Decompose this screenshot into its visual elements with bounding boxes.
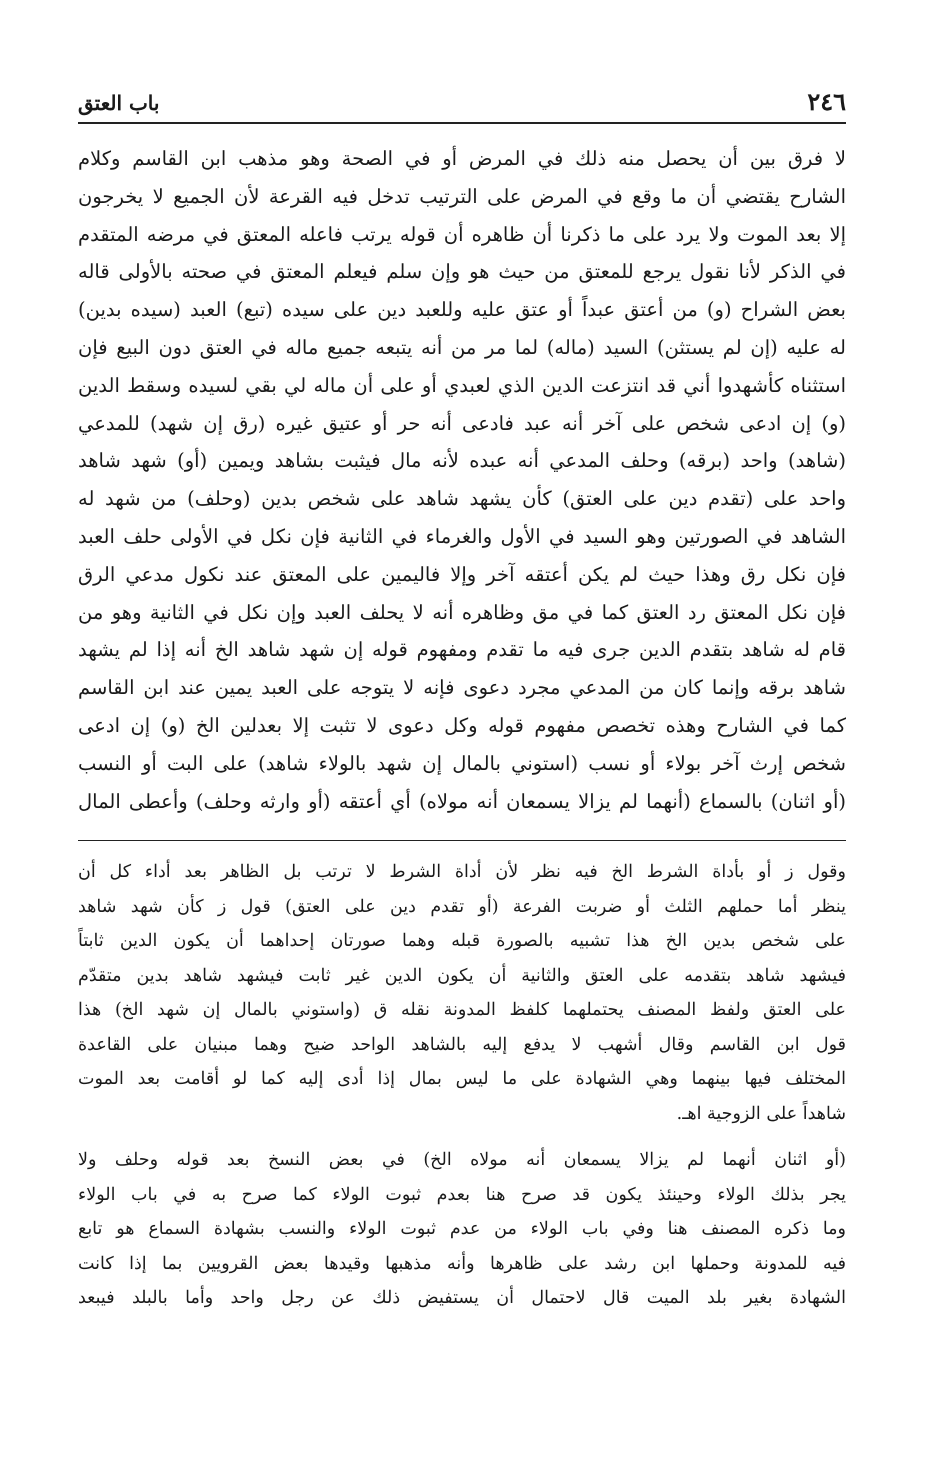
footnote-line: ينظر أما حملهم الثلث أو ضربت الفرعة (أو تقدم دين على العتق) قول ز كأن شهد شاهد (78, 896, 846, 917)
main-line: بعض الشراح (و) من أعتق عبداً أو عتق عليه وللعبد دين على سيده (تبع) العبد (سيده بدين) (78, 298, 846, 322)
main-line: (شاهد) واحد (برقه) وحلف المدعي أنه عبده لأنه مال فيثبت بشاهد ويمين (أو) شهد شاهد (78, 449, 846, 473)
main-line: شخص إرث آخر بولاء أو نسب (استوني بالمال إن شهد بالولاء شاهد) على البت أو النسب (78, 751, 846, 775)
footnotes (78, 855, 846, 1316)
main-text (78, 140, 846, 820)
main-line: (أو اثنان) بالسماع (أنهما لم يزالا يسمعان أنه مولاه) أي أعتقه (أو وارثه وحلف) وأعطى المال (78, 789, 846, 813)
main-line: واحد على (تقدم دين على العتق) كأن يشهد شاهد على شخص بدين (وحلف) من شهد له (78, 487, 846, 511)
page-header (78, 86, 846, 124)
chapter-title: باب العتق (78, 91, 160, 115)
footnote-divider (78, 840, 846, 841)
book-page (78, 86, 846, 1316)
main-line: فإن نكل رق وهذا حيث لم يكن أعتقه آخر وإلا فاليمين على المعتق عند نكول مدعي الرق (78, 562, 846, 586)
main-line: فإن نكل المعتق رد العتق كما في مق وظاهره أنه لا يحلف العبد وإن نكل في الثانية وهو من (78, 600, 846, 624)
footnote-line: شاهداً على الزوجية اهـ. (676, 1103, 846, 1124)
footnote-line: يجر بذلك الولاء وحينئذ يكون قد صرح هنا بعدم ثبوت الولاء كما صرح به في باب الولاء (78, 1184, 846, 1205)
main-line: شاهد برقه وإنما كان من المدعي مجرد دعوى فإنه لا يتوجه على العبد يمين عند ابن القاسم (78, 676, 846, 700)
main-line: له عليه (إن لم يستثن) السيد (ماله) لما مر من أنه يتبعه جميع ماله في العتق دون البيع فإن (78, 335, 846, 359)
paragraph-gap (78, 1131, 846, 1143)
footnote-line: فيشهد شاهد بتقدمه على العتق والثانية أن يكون الدين غير ثابت فيشهد شاهد بدين متقدّم (78, 965, 846, 986)
main-line: (و) إن ادعى شخص على آخر أنه عبد فادعى أنه حر أو عتيق غيره (رق إن شهد) للمدعي (78, 411, 846, 435)
main-line: إلا بعد الموت ولا يرد على ما ذكرنا أن ظاهره أن قوله يرتب فاعله المعتق في مرضه المتقدم (78, 222, 846, 246)
main-line: الشاهد في الصورتين وهو السيد في الأول والغرماء في الثانية فإن نكل في الأولى حلف العبد (78, 524, 846, 548)
main-line: قام له شاهد بتقدم الدين جرى فيه ما تقدم ومفهوم قوله إن شهد شاهد الخ أنه إذا لم يشهد (78, 638, 846, 662)
footnote-line: على العتق ولفظ المصنف يحتملهما كلفظ المدونة نقله ق (واستوني بالمال إن شهد الخ) هذا (78, 1000, 846, 1021)
footnote-line: فيه للمدونة وحملها ابن رشد على ظاهرها وأنه مذهبها وقيدها بعض القرويين بما إذا كانت (78, 1253, 846, 1274)
main-line: استثناه كأشهدوا أني قد انتزعت الدين الذي لعبدي أو على أن ماله لي بقي لسيده وسقط الدين (78, 373, 846, 397)
footnote-line: وما ذكره المصنف هنا وفي باب الولاء من عدم ثبوت الولاء والنسب بشهادة السماع هو تابع (78, 1219, 846, 1240)
main-line: كما في الشارح وهذه تخصص مفهوم قوله وكل دعوى لا تثبت إلا بعدلين الخ (و) إن ادعى (78, 713, 846, 737)
main-line: في الذكر لأنا نقول يرجع للمعتق من حيث هو وإن سلم فيعلم المعتق في صحته بالأولى قاله (78, 260, 846, 284)
footnote-line: (أو اثنان أنهما لم يزالا يسمعان أنه مولاه الخ) في بعض النسخ بعد قوله وحلف ولا (78, 1150, 846, 1171)
footnote-line: قول ابن القاسم وقال أشهب لا يدفع إليه بالشاهد الواحد ضيح وهما مبنيان على القاعدة (78, 1034, 846, 1055)
main-line: الشارح يقتضي أن ما وقع في المرض على الترتيب تدخل فيه القرعة لأن الجميع لا يخرجون (78, 184, 846, 208)
footnote-line: الشهادة بغير بلد الميت قال لاحتمال أن يستفيض ذلك عن رجل واحد وأما بالبلد فيبعد (78, 1288, 846, 1309)
page-number: ٢٤٦ (807, 87, 846, 116)
footnote-line: المختلف فيها بينهما وهي الشهادة على ما ليس بمال إذا أدى إليه كما لو أقامت بعد الموت (78, 1069, 846, 1090)
footnote-paragraph (78, 1143, 846, 1316)
footnote-line: على شخص بدين الخ هذا تشبيه بالصورة قبله وهما صورتان إحداهما أن يكون الدين ثابتاً (78, 931, 846, 952)
main-line: لا فرق بين أن يحصل منه ذلك في المرض أو في الصحة وهو مذهب ابن القاسم وكلام (78, 147, 846, 170)
footnote-paragraph (78, 855, 846, 1131)
footnote-line: وقول ز أو بأداة الشرط الخ فيه نظر لأن أداة الشرط لا ترتب بل الظاهر بعد أداء كل أن (78, 862, 846, 883)
